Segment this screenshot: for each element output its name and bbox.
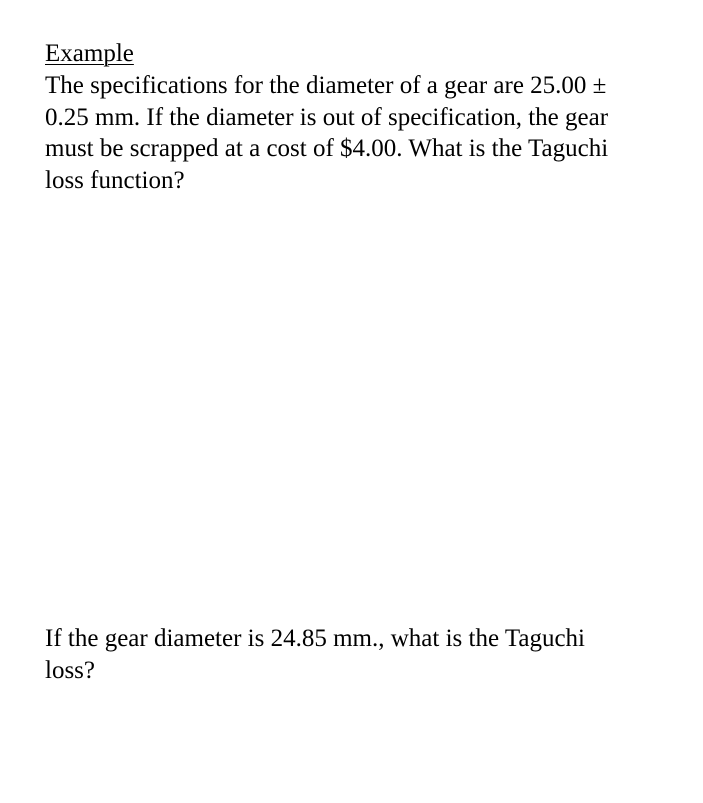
follow-up-question: [45, 623, 685, 686]
problem-line: loss function?: [45, 166, 185, 194]
problem-line: The specifications for the diameter of a gear are 25.00 ±: [45, 72, 607, 99]
question-line: loss?: [45, 656, 95, 684]
question-line: If the gear diameter is 24.85 mm., what is the Taguchi: [45, 625, 586, 652]
example-heading: Example: [45, 40, 134, 67]
problem-line: must be scrapped at a cost of $4.00. What is the Taguchi: [45, 135, 609, 162]
problem-line: 0.25 mm. If the diameter is out of specification, the gear: [45, 103, 609, 131]
problem-statement: [45, 70, 685, 196]
